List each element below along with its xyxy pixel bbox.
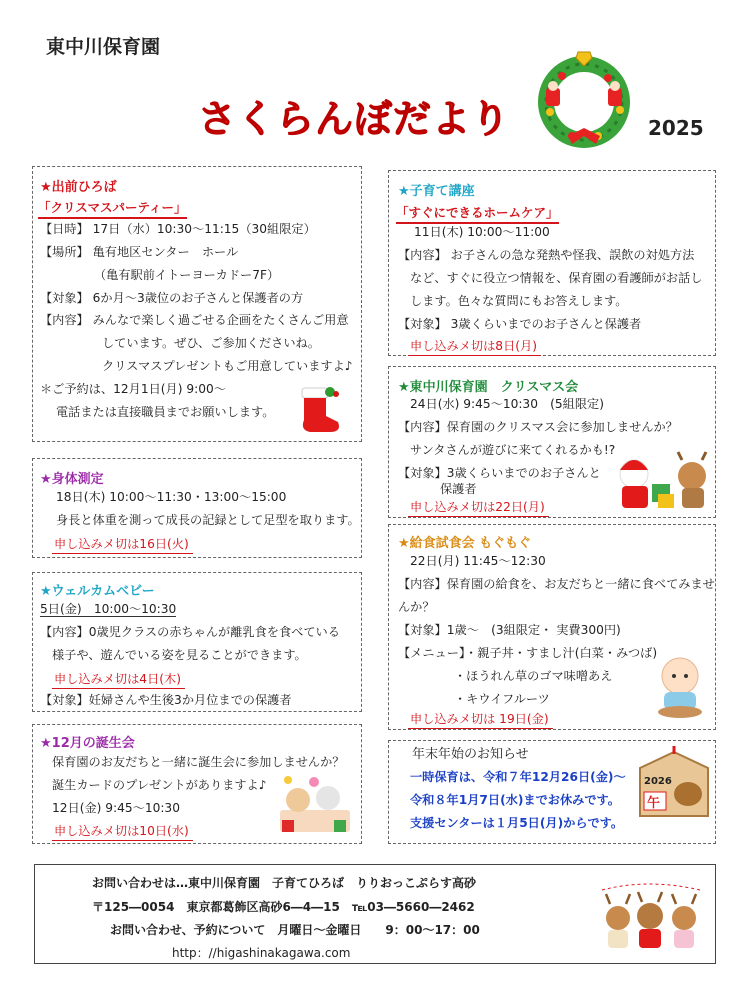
org-name: 東中川保育園 <box>46 36 161 58</box>
parenting-course-line: 11日(木) 10:00〜11:00 <box>414 225 550 239</box>
ema-char-text: 午 <box>647 796 661 811</box>
santa-reindeer-icon <box>612 450 712 512</box>
birthday-line: 誕生カードのプレゼントがありますよ♪ <box>52 778 267 792</box>
body-measurement-deadline: 申し込みメ切は16日(火) <box>52 535 193 554</box>
footer-address-line: 〒125―0054 東京都葛飾区高砂6―4―15 ℡03―5660―2462 <box>92 900 475 914</box>
year-end-notice-heading: 年末年始のお知らせ <box>412 747 529 762</box>
demae-line: 電話または直接職員までお願いします。 <box>56 405 275 419</box>
year-end-notice-line: 一時保育は、令和７年12月26日(金)〜 <box>410 770 626 784</box>
lunch-tasting-line: ・キウイフルーツ <box>454 692 550 706</box>
newsletter-title: さくらんぼだより <box>198 97 511 141</box>
lunch-tasting-line: 【対象】1歳〜 (3組限定・ 実費300円) <box>398 623 621 637</box>
christmas-party-line: 保護者 <box>440 482 477 496</box>
parenting-course-line: します。色々な質問にもお答えします。 <box>410 294 628 308</box>
birthday-deadline: 申し込みメ切は10日(水) <box>52 822 193 841</box>
demae-event-title: 「クリスマスパーティー」 <box>38 198 187 219</box>
lunch-tasting-line: 【内容】保育園の給食を、お友だちと一緒に食べてみませ <box>398 577 715 591</box>
parenting-course-line: など、すぐに役立つ情報を、保育園の看護師がお話し <box>410 271 703 285</box>
year-end-notice-line: 支援センターは１月5日(月)からです。 <box>410 816 624 830</box>
demae-line: クリスマスプレゼントもご用意していますよ♪ <box>102 359 353 373</box>
christmas-party-line: 24日(水) 9:45〜10:30 (5組限定) <box>410 397 604 411</box>
birthday-animals-icon <box>276 770 354 836</box>
footer-contact-line: お問い合わせは…東中川保育園 子育てひろば りりおっこぷらす高砂 <box>92 876 477 890</box>
lunch-tasting-line: ・ほうれん草のゴマ味噌あえ <box>454 669 613 683</box>
demae-line: 【場所】 亀有地区センター ホール <box>40 245 239 259</box>
birthday-line: 保育園のお友だちと一緒に誕生会に参加しませんか？ <box>52 755 345 769</box>
demae-heading: ★出前ひろば <box>40 180 117 195</box>
parenting-course-heading: ★子育て講座 <box>398 184 475 199</box>
demae-line: （亀有駅前イトーヨーカドー7F） <box>94 268 280 282</box>
christmas-stocking-icon <box>292 384 346 436</box>
lunch-tasting-line: んか？ <box>398 600 435 614</box>
ema-year-text: 2026 <box>644 776 672 787</box>
demae-line: 【対象】 6か月〜3歳位のお子さんと保護者の方 <box>40 291 304 305</box>
body-measurement-line: 身長と体重を測って成長の記録として足型を取ります。 <box>56 513 360 527</box>
footer-url-link[interactable]: http：//higashinakagawa.com <box>172 946 351 960</box>
reindeer-trio-icon <box>598 880 704 952</box>
welcome-baby-heading: ★ウェルカムベビー <box>40 584 155 599</box>
parenting-course-line: 【内容】 お子さんの急な発熱や怪我、誤飲の対処方法 <box>398 248 695 262</box>
welcome-baby-line: 【内容】0歳児クラスの赤ちゃんが離乳食を食べている <box>40 625 340 639</box>
parenting-course-line: 【対象】 3歳くらいまでのお子さんと保護者 <box>398 317 642 331</box>
baby-eating-icon <box>650 652 710 722</box>
lunch-tasting-line: 【メニュー】・親子丼・すまし汁(白菜・みつば) <box>398 646 658 660</box>
year-end-notice-line: 令和８年1月7日(水)までお休みです。 <box>410 793 620 807</box>
lunch-tasting-line: 22日(月) 11:45〜12:30 <box>410 554 546 568</box>
christmas-wreath-icon <box>532 48 636 148</box>
christmas-party-line: 【対象】3歳くらいまでのお子さんと <box>398 466 601 480</box>
body-measurement-heading: ★身体測定 <box>40 472 104 487</box>
welcome-baby-deadline: 申し込みメ切は4日(木) <box>52 670 185 689</box>
christmas-party-heading: ★東中川保育園 クリスマス会 <box>398 380 579 395</box>
demae-line: しています。ぜひ、ご参加くださいね。 <box>102 336 320 350</box>
demae-line: ＊ご予約は、12月1日(月) 9:00〜 <box>40 382 226 396</box>
demae-line: 【内容】 みんなで楽しく過ごせる企画をたくさんご用意 <box>40 313 349 327</box>
christmas-party-deadline: 申し込みメ切は22日(月) <box>408 498 549 517</box>
parenting-course-deadline: 申し込みメ切は8日(月) <box>408 337 541 356</box>
welcome-baby-line: 様子や、遊んでいる姿を見ることができます。 <box>52 648 307 662</box>
year-label: 2025 <box>648 116 704 140</box>
body-measurement-line: 18日(木) 10:00〜11:30・13:00〜15:00 <box>56 490 287 504</box>
parenting-course-title: 「すぐにできるホームケア」 <box>396 203 559 224</box>
welcome-baby-date: 5日(金) 10:00〜10:30 <box>40 602 177 616</box>
christmas-party-line: 【内容】保育園のクリスマス会に参加しませんか？ <box>398 420 678 434</box>
lunch-tasting-heading: ★給食試食会 もぐもぐ <box>398 536 532 551</box>
ema-plaque-icon <box>636 744 712 822</box>
welcome-baby-target: 【対象】妊婦さんや生後3か月位までの保護者 <box>40 693 292 707</box>
demae-line: 【日時】 17日（水）10:30〜11:15（30組限定） <box>40 222 316 236</box>
birthday-heading: ★12月の誕生会 <box>40 736 135 751</box>
birthday-line: 12日(金) 9:45〜10:30 <box>52 801 180 815</box>
lunch-tasting-deadline: 申し込みメ切は 19日(金) <box>408 710 553 729</box>
christmas-party-line: サンタさんが遊びに来てくれるかも!? <box>410 443 616 457</box>
footer-hours-line: お問い合わせ、予約について 月曜日〜金曜日 9：00〜17：00 <box>110 923 480 937</box>
